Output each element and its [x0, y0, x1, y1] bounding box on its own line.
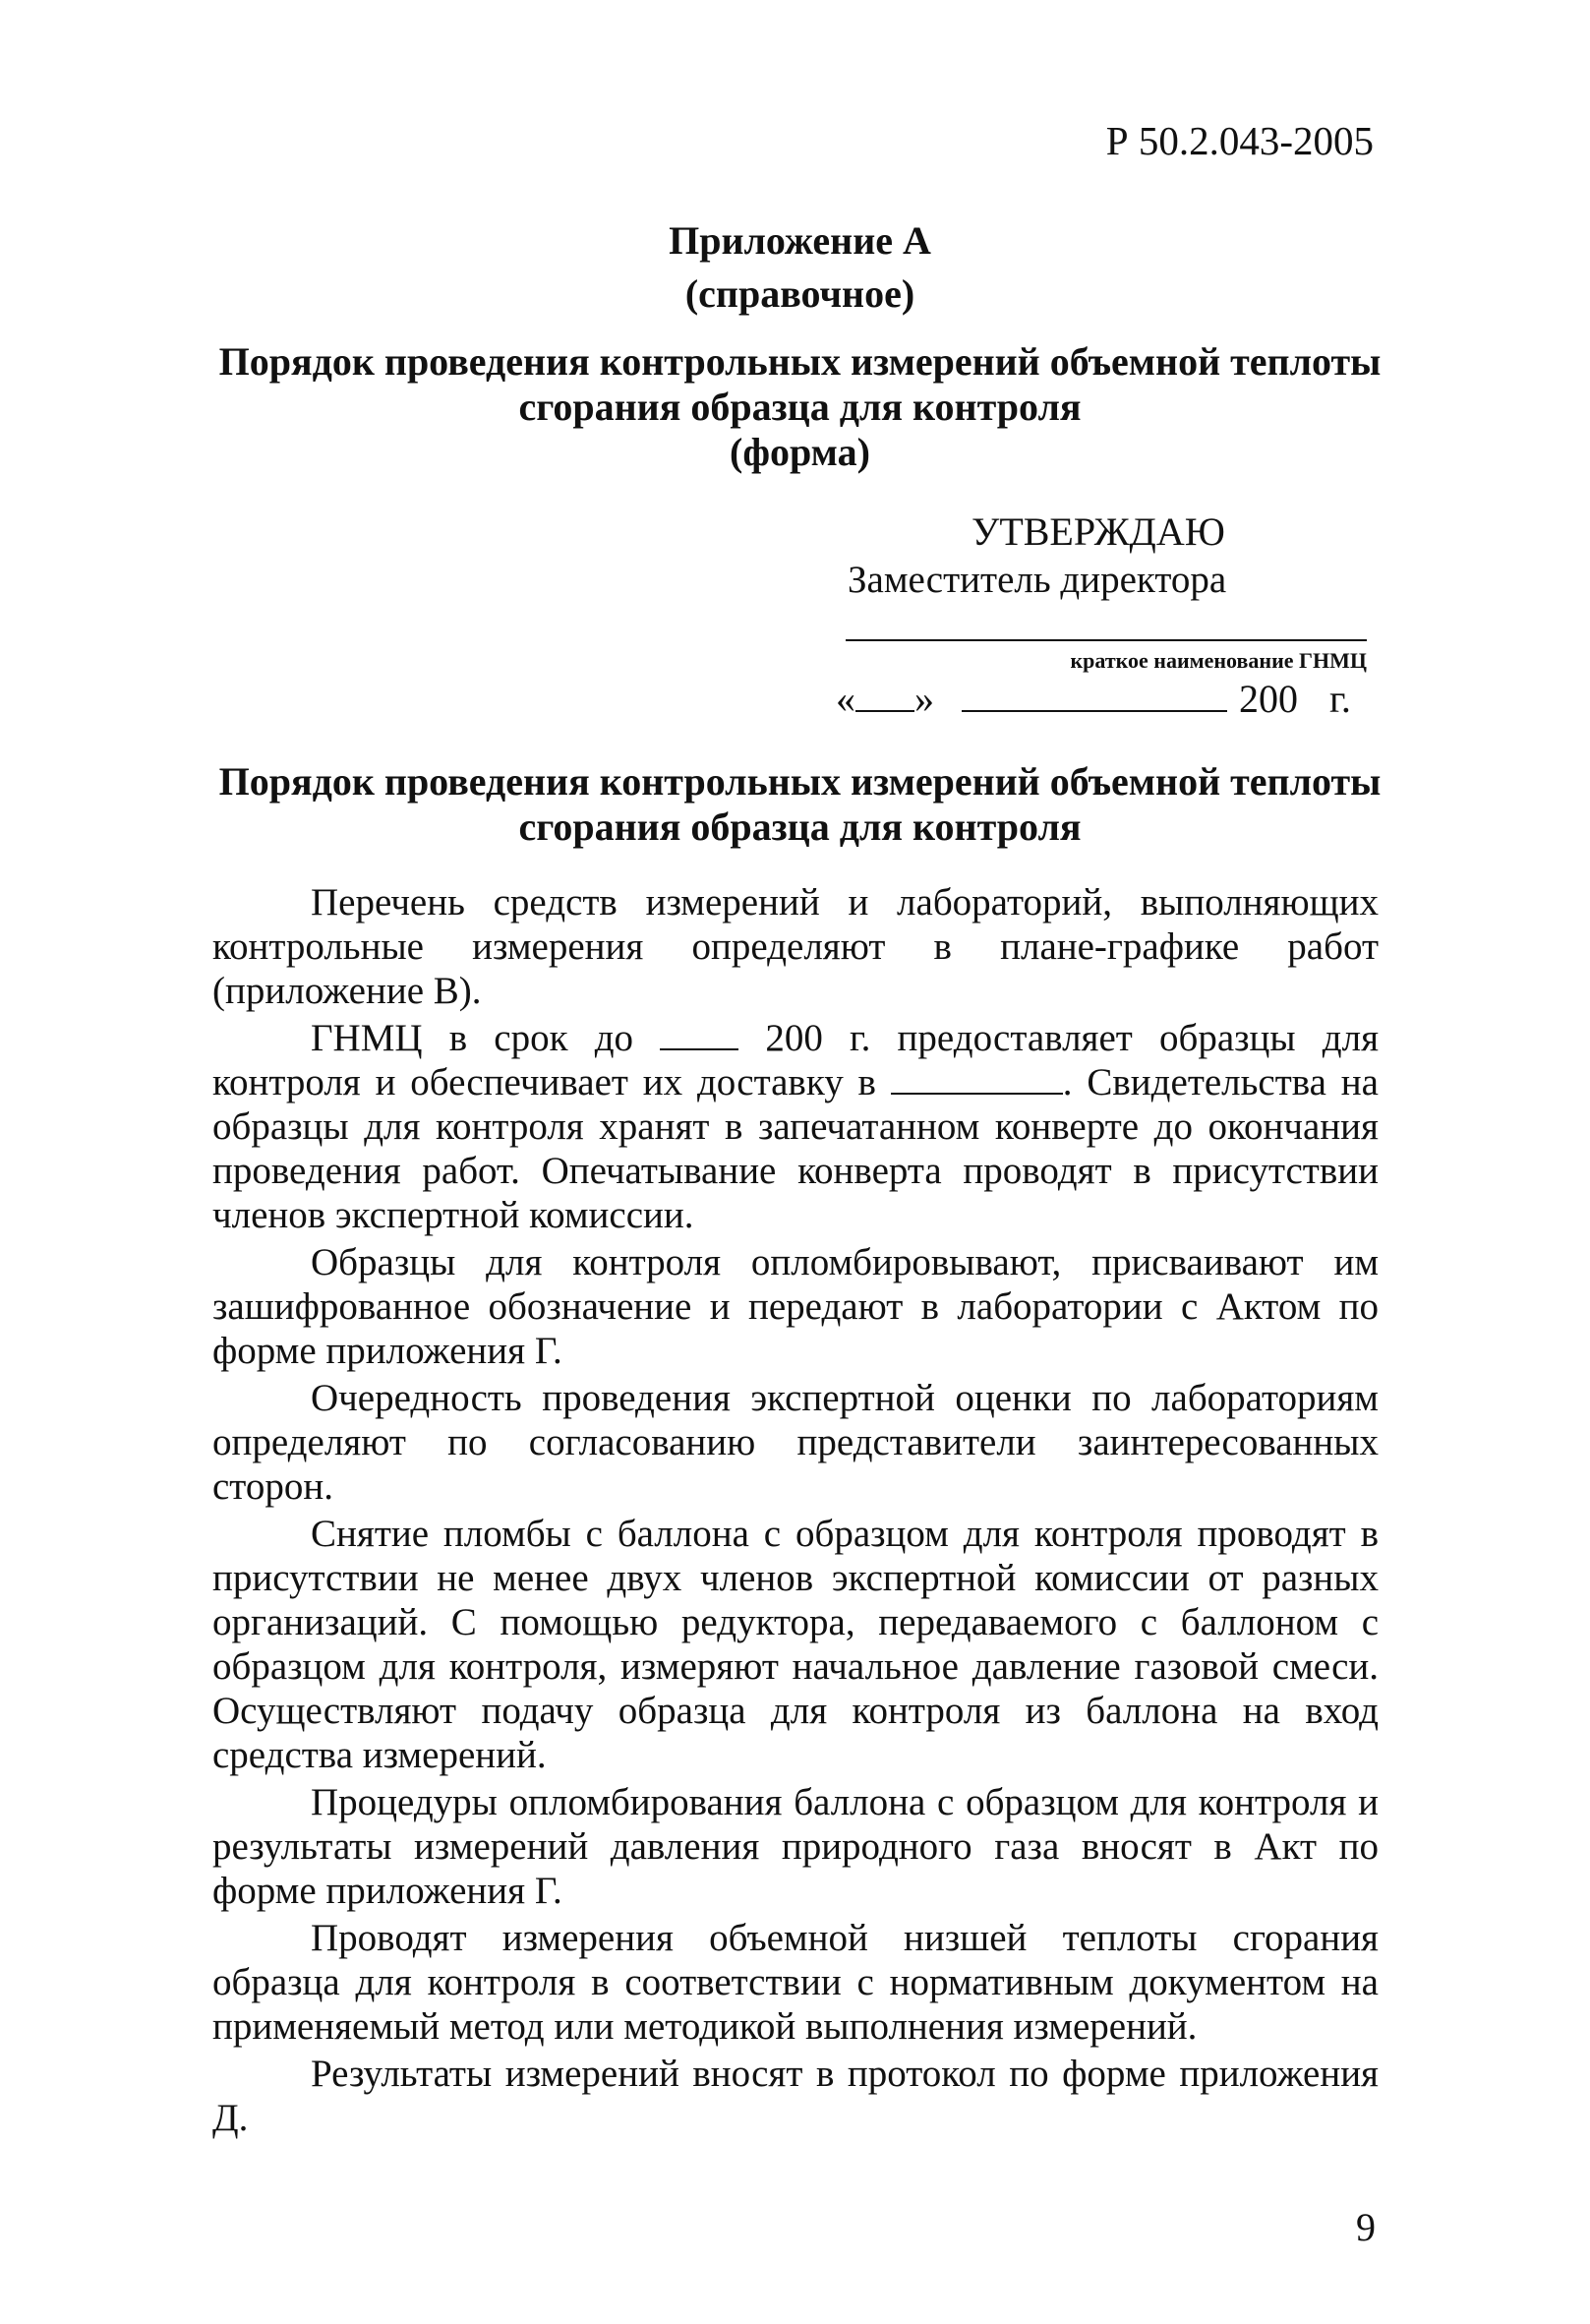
section-title	[212, 759, 1387, 850]
paragraph-1: Перечень средств измерений и лабораторий, выполняющих контрольные измерения определяют в плане-графике работ (приложение В).	[212, 881, 1379, 1012]
paragraph-3: Образцы для контроля опломбировывают, присваивают им зашифрованное обозначение и передают в лаборатории с Актом по форме приложения Г.	[212, 1241, 1379, 1372]
signature-caption: краткое наименование ГНМЦ	[1070, 648, 1367, 673]
form-title-line1: Порядок проведения контрольных измерений объемной теплоты	[218, 339, 1382, 384]
form-title-line3: (форма)	[730, 430, 870, 474]
month-blank	[962, 677, 1227, 712]
body-text	[212, 880, 1379, 2143]
approval-stamp-word: УТВЕРЖДАЮ	[972, 509, 1225, 554]
paragraph-2-part3: . Свидетельства на образцы для контроля хранят в запечатанном конверте до окончания проведения работ. Опечатывание конверта проводят в присутствии членов экспертной комиссии.	[212, 1061, 1379, 1236]
signature-line	[846, 639, 1367, 641]
date-year-suffix: г.	[1329, 677, 1351, 721]
delivery-place-blank	[891, 1063, 1063, 1095]
paragraph-7: Проводят измерения объемной низшей теплоты сгорания образца для контроля в соответствии с нормативным документом на применяемый метод или методикой выполнения измерений.	[212, 1917, 1379, 2048]
appendix-heading	[212, 214, 1387, 321]
paragraph-2-part1: ГНМЦ в срок до	[311, 1017, 634, 1059]
form-title	[212, 339, 1387, 475]
section-title-line2: сгорания образца для контроля	[518, 804, 1082, 849]
paragraph-2	[212, 1016, 1379, 1237]
day-blank	[855, 677, 914, 712]
date-year: 200	[1239, 677, 1298, 721]
form-title-line2: сгорания образца для контроля	[518, 385, 1082, 429]
paragraph-2-part2: 200 г. предоставляет образцы для контроля и обеспечивает их доставку в	[212, 1017, 1380, 1103]
paragraph-5: Снятие пломбы с баллона с образцом для контроля проводят в присутствии не менее двух членов экспертной комиссии от разных организаций. С помощью редуктора, передаваемого с баллоном с образцом для контроля, измеряют начальное давление газовой смеси. Осуществляют подачу образца для контроля из баллона на вход средства измерений.	[212, 1513, 1379, 1776]
section-title-line1: Порядок проведения контрольных измерений объемной теплоты	[218, 759, 1382, 804]
date-close-quote: »	[914, 677, 934, 721]
document-number: Р 50.2.043-2005	[1105, 118, 1374, 163]
date-open-quote: «	[836, 677, 855, 721]
paragraph-4: Очередность проведения экспертной оценки по лабораториям определяют по согласованию представители заинтересованных сторон.	[212, 1377, 1379, 1508]
approval-date-row	[836, 675, 1386, 724]
appendix-subtitle: (справочное)	[684, 271, 915, 316]
paragraph-6: Процедуры опломбирования баллона с образцом для контроля и результаты измерений давления природного газа вносят в Акт по форме приложения Г.	[212, 1781, 1379, 1912]
paragraph-8: Результаты измерений вносят в протокол по форме приложения Д.	[212, 2053, 1379, 2139]
page-number: 9	[1356, 2205, 1376, 2249]
appendix-title: Приложение А	[669, 218, 931, 263]
deadline-blank	[660, 1019, 738, 1050]
approval-role: Заместитель директора	[848, 559, 1227, 601]
